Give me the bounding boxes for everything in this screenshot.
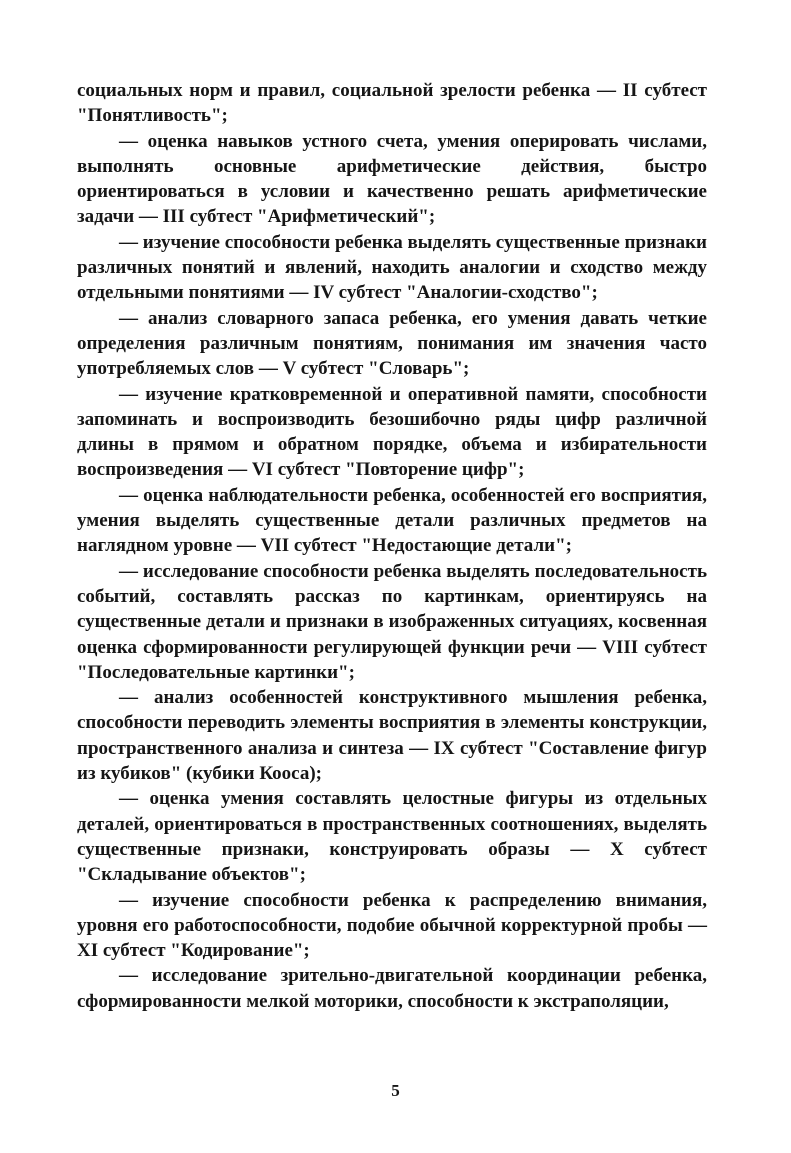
paragraph-4: — анализ словарного запаса ребенка, его умения давать четкие определения различным понятиям, понимания им значения часто употребляемых слов — V субтест "Словарь"; [77,307,707,380]
paragraph-5: — изучение кратковременной и оперативной памяти, способности запоминать и воспроизводить безошибочно ряды цифр различной длины в прямом и обратном порядке, объема и избирательности воспроизведения — VI субтест "Повторение цифр"; [77,383,707,481]
paragraph-10: — изучение способности ребенка к распределению внимания, уровня его работоспособности, подобие обычной корректурной пробы — XI субтест "Кодирование"; [77,889,707,962]
page-number: 5 [391,1081,400,1100]
paragraph-3: — изучение способности ребенка выделять существенные признаки различных понятий и явлений, находить аналогии и сходство между отдельными понятиями — IV субтест "Аналогии-сходство"; [77,231,707,304]
paragraph-9: — оценка умения составлять целостные фигуры из отдельных деталей, ориентироваться в пространственных соотношениях, выделять существенные признаки, конструировать образы — X субтест "Складывание объектов"; [77,788,707,886]
paragraph-11: — исследование зрительно-двигательной координации ребенка, сформированности мелкой моторики, способности к экстраполяции, [77,965,707,1012]
paragraph-8: — анализ особенностей конструктивного мышления ребенка, способности переводить элементы восприятия в элементы конструкции, пространственного анализа и синтеза — IX субтест "Составление фигур из кубиков" (кубики Кооса); [77,687,707,785]
paragraph-7: — исследование способности ребенка выделять последовательность событий, составлять рассказ по картинкам, ориентируясь на существенные детали и признаки в изображенных ситуациях, косвенная оценка сформированности регулирующей функции речи — VIII субтест "Последовательные картинки"; [77,560,707,683]
paragraph-6: — оценка наблюдательности ребенка, особенностей его восприятия, умения выделять существенные детали различных предметов на наглядном уровне — VII субтест "Недостающие детали"; [77,484,707,557]
paragraph-1: социальных норм и правил, социальной зрелости ребенка — II субтест "Понятливость"; [77,80,707,127]
paragraph-2: — оценка навыков устного счета, умения оперировать числами, выполнять основные арифметические действия, быстро ориентироваться в условии и качественно решать арифметические задачи — III субтест "Арифметический"; [77,130,707,228]
body-text [77,78,707,1014]
